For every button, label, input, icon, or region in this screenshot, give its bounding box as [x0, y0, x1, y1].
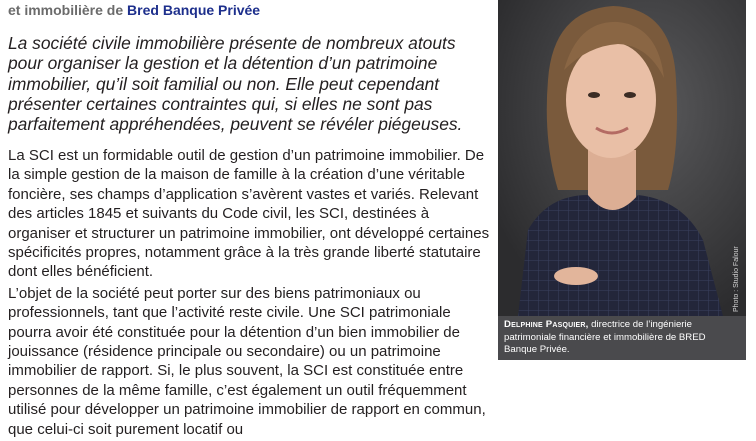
body-paragraph-1: La SCI est un formidable outil de gestion d’un patrimoine immobilier. De la simple gestion de la maison de famille à la création d’une véritable foncière, ses champs d’application s’avèrent vastes et variés. Relevant des articles 1845 et suivants du Code civil, les SCI, destinées à organiser et structurer un patrimoine immobilier, ont développé certaines spécificités propres, notamment grâce à la très grande liberté statutaire dont elles bénéficient. [8, 147, 490, 281]
photo-credit [733, 212, 745, 312]
body-paragraph-2: L’objet de la société peut porter sur des biens patrimoniaux ou professionnels, tant que l’activité reste civile. Une SCI patrimoniale pourra avoir été constituée pour la détention d’un bien immobilier de jouissance (résidence principale ou secondaire) ou un patrimoine immobilier de rapport. Si, le plus souvent, la SCI est constituée entre personnes de la même famille, c’est également un outil fréquemment utilisé pour développer un patrimoine immobilier de rapport en commun, que celui-ci soit purement locatif ou [8, 284, 486, 438]
portrait-illustration [498, 0, 746, 316]
photo-caption [498, 316, 746, 360]
header-line [8, 2, 496, 18]
lead-paragraph: La société civile immobilière présente de nombreux atouts pour organiser la gestion et la détention d’un patrimoine immobilier, qu’il soit familial ou non. Elle peut cependant présenter certaines contraintes qui, si elles ne sont pas parfaitement appréhendées, peuvent se révéler piégeuses. [8, 33, 463, 135]
photo-credit-text: Photo : Studio Falour [733, 246, 740, 312]
portrait-photo [498, 0, 746, 316]
article-body [8, 146, 494, 441]
caption-text: directrice de l’ingénierie patrimoniale financière et immobilière de BRED Banque Privée. [504, 319, 706, 356]
header-brand: Bred Banque Privée [127, 2, 261, 18]
caption-name: Delphine Pasquier, [504, 319, 589, 330]
header-prefix: et immobilière de [8, 2, 128, 18]
